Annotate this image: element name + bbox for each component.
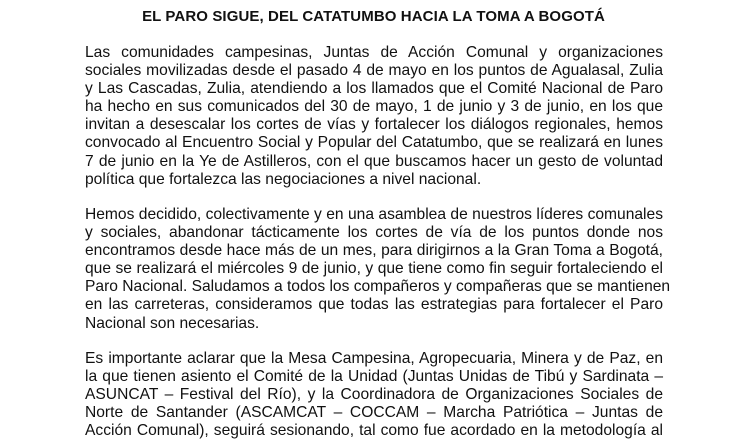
paragraph-line: ASUNCAT – Festival del Río), y la Coordinadora de Organizaciones Sociales de bbox=[85, 386, 663, 404]
paragraph-2 bbox=[85, 206, 671, 333]
paragraph-line: Hemos decidido, colectivamente y en una asamblea de nuestros líderes comunales bbox=[85, 206, 663, 223]
document-title: EL PARO SIGUE, DEL CATATUMBO HACIA LA TOMA A BOGOTÁ bbox=[142, 8, 605, 25]
paragraph-line: Paro Nacional. Saludamos a todos los compañeros y compañeras que se mantienen bbox=[85, 278, 671, 296]
paragraph-line: convocado al Encuentro Social y Popular del Catatumbo, que se realizará en lunes bbox=[85, 134, 663, 152]
paragraph-line: y Las Cascadas, Zulia, atendiendo a los llamados que el Comité Nacional de Paro bbox=[85, 80, 663, 98]
paragraph-line: y sociales, abandonar tácticamente los cortes de vía de los puntos donde nos bbox=[85, 224, 663, 242]
paragraph-line: política que fortalezca las negociaciones a nivel nacional. bbox=[85, 170, 482, 188]
paragraph-line: Nacional son necesarias. bbox=[85, 314, 260, 332]
paragraph-line: la que tienen asiento el Comité de la Unidad (Juntas Unidas de Tibú y Sardinata – bbox=[85, 368, 663, 386]
paragraph-line: Acción Comunal), seguirá sesionando, tal como fue acordado en la metodología al bbox=[85, 422, 663, 440]
paragraph-line: en las carreteras, consideramos que todas las estrategias para fortalecer el Paro bbox=[85, 296, 663, 314]
paragraph-line: Las comunidades campesinas, Juntas de Acción Comunal y organizaciones bbox=[85, 44, 663, 61]
paragraph-line: 7 de junio en la Ye de Astilleros, con el que buscamos hacer un gesto de voluntad bbox=[85, 152, 663, 170]
paragraph-line: Es importante aclarar que la Mesa Campesina, Agropecuaria, Minera y de Paz, en bbox=[85, 350, 663, 367]
paragraph-line: ha hecho en sus comunicados del 30 de mayo, 1 de junio y 3 de junio, en los que bbox=[85, 98, 663, 116]
paragraph-1 bbox=[85, 44, 663, 189]
paragraph-line: encontramos desde hace más de un mes, para dirigirnos a la Gran Toma a Bogotá, bbox=[85, 242, 663, 260]
paragraph-line: invitan a desescalar los cortes de vías y fortalecer los diálogos regionales, hemos bbox=[85, 116, 663, 134]
paragraph-line: sociales movilizadas desde el pasado 4 de mayo en los puntos de Agualasal, Zulia bbox=[85, 62, 663, 80]
paragraph-line: Norte de Santander (ASCAMCAT – COCCAM – Marcha Patriótica – Juntas de bbox=[85, 404, 663, 422]
paragraph-3 bbox=[85, 350, 663, 440]
paragraph-line: que se realizará el miércoles 9 de junio, y que tiene como fin seguir fortaleciendo el bbox=[85, 260, 663, 278]
